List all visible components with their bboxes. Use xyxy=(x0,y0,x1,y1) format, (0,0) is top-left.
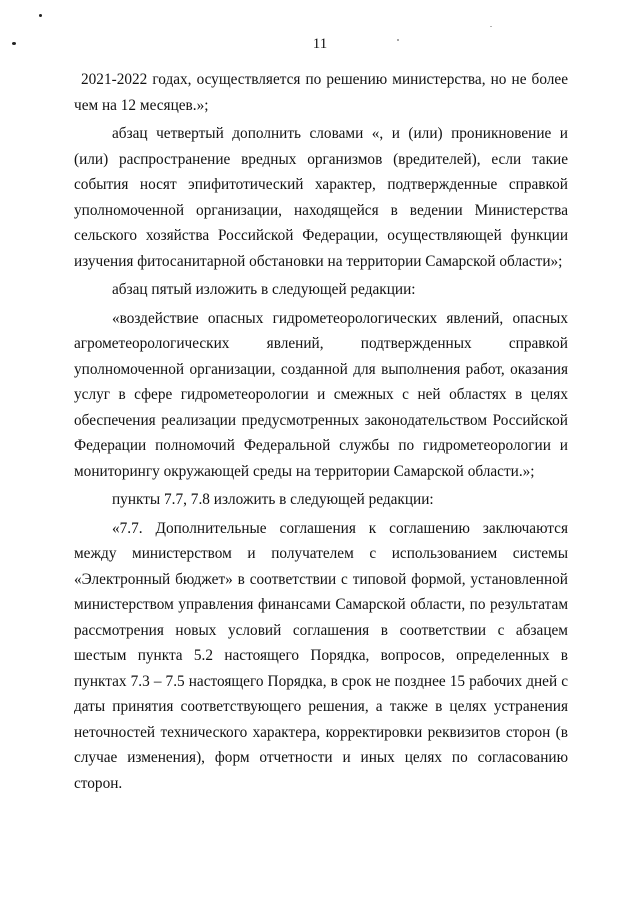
paragraph-amend-items: пункты 7.7, 7.8 изложить в следующей редакции: xyxy=(112,491,434,508)
paragraph-amend-fifth: абзац пятый изложить в следующей редакции: xyxy=(112,281,416,298)
document-body xyxy=(74,67,568,796)
paragraph-continuation: 2021-2022 годах, осуществляется по решению министерства, но не более чем на 12 месяцев.»; xyxy=(74,71,568,114)
scan-speck xyxy=(39,14,42,17)
scan-speck xyxy=(490,26,492,27)
paragraph-quoted-fifth: «воздействие опасных гидрометеорологических явлений, опасных агрометеорологических явлений, подтвержденных справкой уполномоченной организации, созданной для выполнения работ, оказания услуг в сфере гидрометеорологии и смежных с ней областях в целях обеспечения реализации предусмотренных законодательством Российской Федерации полномочий Федеральной службы по гидрометеорологии и мониторингу окружающей среды на территории Самарской области.»; xyxy=(74,309,568,480)
paragraph-amend-fourth: абзац четвертый дополнить словами «, и (или) проникновение и (или) распространение вредных организмов (вредителей), если такие события носят эпифитотический характер, подтвержденные справкой уполномоченной организации, находящейся в ведении Министерства сельского хозяйства Российской Федерации, осуществляющей функции изучения фитосанитарной обстановки на территории Самарской области»; xyxy=(74,125,568,270)
page-number: 11 xyxy=(312,36,328,52)
paragraph-item-7-7: «7.7. Дополнительные соглашения к соглашению заключаются между министерством и получателем с использованием системы «Электронный бюджет» в соответствии с типовой формой, установленной министерством управления финансами Самарской области, по результатам рассмотрения новых условий соглашения в соответствии с абзацем шестым пункта 5.2 настоящего Порядка, вопросов, определенных в пунктах 7.3 – 7.5 настоящего Порядка, в срок не позднее 15 рабочих дней с даты принятия соответствующего решения, а также в целях устранения неточностей технического характера, корректировки реквизитов сторон (в случае изменения), форм отчетности и иных целях по согласованию сторон. xyxy=(74,519,568,792)
